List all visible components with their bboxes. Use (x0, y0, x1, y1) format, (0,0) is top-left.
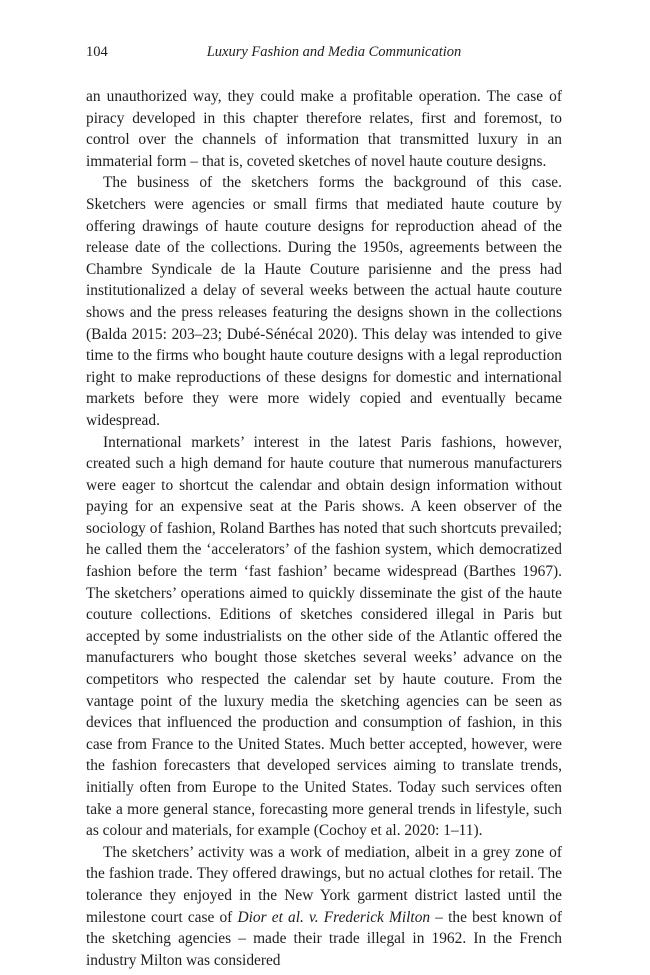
paragraph-international-markets: International markets’ interest in the latest Paris fashions, however, created such a high demand for haute couture that numerous manufacturers were eager to shortcut the calendar and obtain design information without paying for an expensive seat at the Paris shows. A keen observer of the sociology of fashion, Roland Barthes has noted that such shortcuts prevailed; he called them the ‘accelerators’ of the fashion system, which democratized fashion before the term ‘fast fashion’ became widespread (Barthes 1967). The sketchers’ operations aimed to quickly disseminate the gist of the haute couture collections. Editions of sketches considered illegal in Paris but accepted by some industrialists on the other side of the Atlantic offered the manufacturers who bought those sketches several weeks’ advance on the competitors who respected the calendar set by haute couture. From the vantage point of the luxury media the sketching agencies can be seen as devices that influenced the production and consumption of fashion, in this case from France to the United States. Much better accepted, however, were the fashion forecasters that developed services aiming to translate trends, initially often from Europe to the United States. Today such services often take a more general stance, forecasting more general trends in lifestyle, such as colour and materials, for example (Cochoy et al. 2020: 1–11). (86, 433, 562, 840)
paragraph-sketchers-business: The business of the sketchers forms the background of this case. Sketchers were agencies or small firms that mediated haute couture by offering drawings of haute couture designs for reproduction ahead of the release date of the collections. During the 1950s, agreements between the Chambre Syndicale de la Haute Couture parisienne and the press had institutionalized a delay of several weeks between the actual haute couture shows and the press releases featuring the designs shown in the collections (Balda 2015: 203–23; Dubé-Sénécal 2020). This delay was intended to give time to the firms who bought haute couture designs with a legal reproduction right to make reproductions of these designs for domestic and international markets before they were more widely copied and eventually became widespread. (86, 174, 562, 429)
paragraph-continuation: an unauthorized way, they could make a profitable operation. The case of piracy developed in this chapter therefore relates, first and foremost, to control over the channels of information that transmitted luxury in an immaterial form – that is, coveted sketches of novel haute couture designs. (86, 88, 562, 170)
running-title: Luxury Fashion and Media Communication (206, 44, 462, 60)
page-number: 104 (86, 44, 108, 60)
paragraph-text-after: – the best known of the sketching agencies – made their trade illegal in 1962. In the French industry Milton was considered (86, 908, 563, 969)
paragraph-sketchers-activity (86, 842, 562, 972)
court-case-name: Dior et al. v. Frederick Milton (237, 908, 431, 926)
paragraph-text-before: The sketchers’ activity was a work of mediation, albeit in a grey zone of the fashion trade. They offered drawings, but no actual clothes for retail. The tolerance they enjoyed in the New York garment district lasted until the milestone court case of (86, 843, 562, 926)
body-text (86, 86, 562, 971)
running-head (86, 44, 562, 64)
